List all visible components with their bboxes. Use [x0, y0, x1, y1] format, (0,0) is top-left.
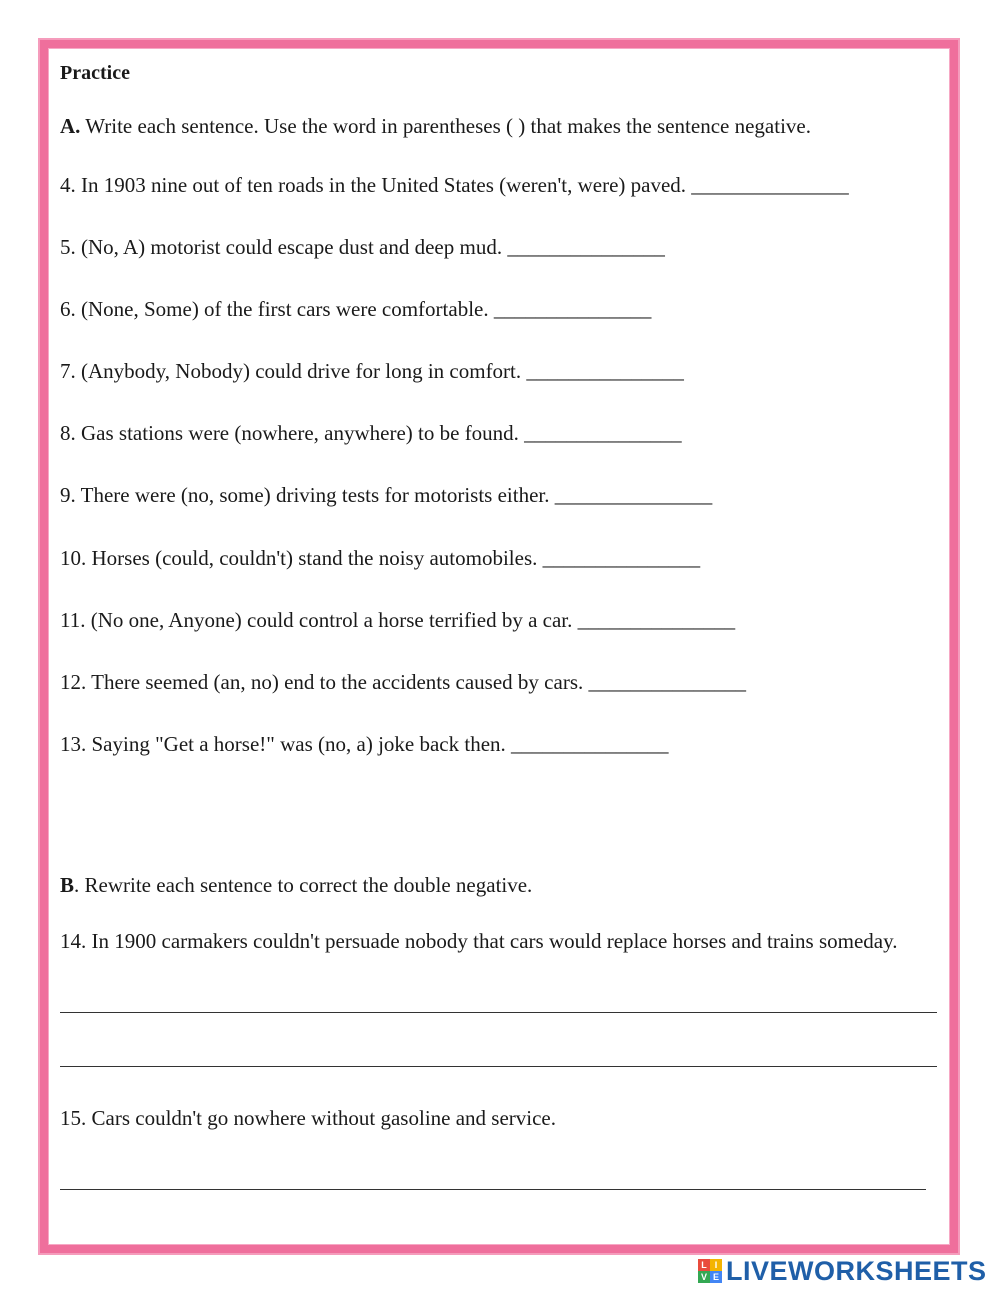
- section-a-text: Write each sentence. Use the word in parentheses ( ) that makes the sentence negative.: [80, 114, 811, 138]
- question-8: 8. Gas stations were (nowhere, anywhere) to be found. _______________: [60, 421, 682, 445]
- section-b-instruction: [60, 872, 532, 898]
- question-11: 11. (No one, Anyone) could control a horse terrified by a car. _______________: [60, 608, 736, 632]
- logo-letter: E: [710, 1271, 722, 1283]
- answer-line-14b[interactable]: [60, 1066, 937, 1067]
- section-a-letter: A.: [60, 114, 81, 138]
- question-13: 13. Saying "Get a horse!" was (no, a) joke back then. _______________: [60, 732, 669, 756]
- section-b-letter: B: [60, 873, 75, 897]
- answer-line-14a[interactable]: [60, 1012, 937, 1013]
- logo-icon: [698, 1259, 722, 1283]
- logo-wordmark: LIVEWORKSHEETS: [726, 1255, 987, 1286]
- logo-letter: I: [710, 1259, 722, 1271]
- question-4: 4. In 1903 nine out of ten roads in the United States (weren't, were) paved. _______________: [60, 173, 849, 197]
- answer-line-15[interactable]: [60, 1189, 926, 1190]
- section-a-instruction: [60, 113, 811, 139]
- section-b-text: . Rewrite each sentence to correct the double negative.: [74, 873, 533, 897]
- question-7: 7. (Anybody, Nobody) could drive for long in comfort. _______________: [60, 359, 684, 383]
- worksheet-border: [40, 40, 958, 1253]
- worksheet-heading: Practice: [60, 62, 130, 84]
- question-12: 12. There seemed (an, no) end to the accidents caused by cars. _______________: [60, 670, 746, 694]
- question-10: 10. Horses (could, couldn't) stand the noisy automobiles. _______________: [60, 546, 701, 570]
- question-9: 9. There were (no, some) driving tests for motorists either. _______________: [60, 483, 713, 507]
- question-14: 14. In 1900 carmakers couldn't persuade nobody that cars would replace horses and trains someday.: [60, 929, 898, 953]
- question-5: 5. (No, A) motorist could escape dust and deep mud. _______________: [60, 235, 665, 259]
- logo-letter: V: [698, 1271, 710, 1283]
- question-15: 15. Cars couldn't go nowhere without gasoline and service.: [60, 1106, 557, 1130]
- question-6: 6. (None, Some) of the first cars were comfortable. _______________: [60, 297, 652, 321]
- liveworksheets-logo: [698, 1256, 987, 1286]
- logo-letter: L: [698, 1259, 710, 1271]
